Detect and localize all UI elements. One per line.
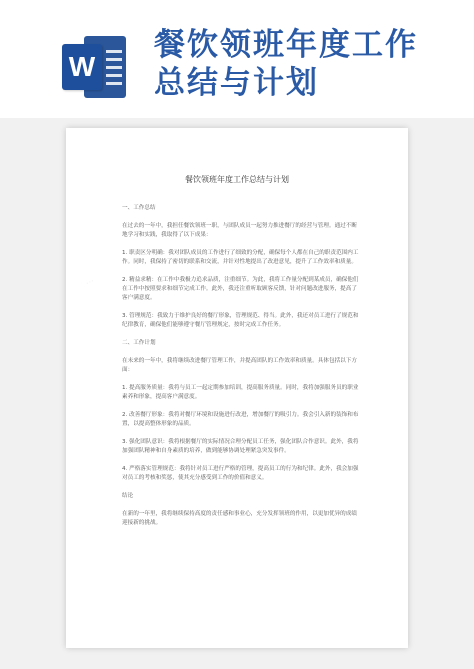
paragraph-plan-2: 2. 改善餐厅形象：我将对餐厅环境和设施进行改进，增加餐厅的吸引力。我会引入新的装饰和布置，以提高整体形象的品质。 bbox=[122, 412, 359, 427]
word-icon-letter: W bbox=[62, 44, 102, 90]
paragraph-summary-2: 2. 精益求精：在工作中我极力追求品质，注重细节。为此，我将工作量分配到某成员，确保他们在工作中按照要求和细节完成工作。此外，我还注重听取顾客反馈，针对问题改进服务，提高了客户满意度。 bbox=[122, 277, 359, 301]
paragraph-plan-4: 4. 严格落实管理规范：我将针对员工进行严格的管理，提高员工的行为和纪律。此外，我会加强对员工的考核和奖惩，使其充分感受到工作的价值和意义。 bbox=[122, 466, 359, 481]
section-heading-summary: 一、工作总结 bbox=[122, 205, 156, 211]
paragraph-plan-intro: 在未来的一年中，我将继续改进餐厅管理工作，并提高团队的工作效率和质量。具体包括以下方面： bbox=[122, 358, 357, 373]
paragraph-summary-1: 1. 职责区分明确：我对团队成员的工作进行了细致的分配，确保每个人都在自己的职责范围内工作。同时，我保持了密切的联系和交流，并针对性地提出了改进意见，提升了工作效率和质量。 bbox=[122, 250, 359, 265]
watermark: ··· bbox=[84, 276, 97, 290]
document-page bbox=[66, 128, 408, 648]
paragraph-conclusion: 在新的一年里，我将继续保持高度的责任感和事业心，充分发挥领班的作用，以更加优异的成绩迎接新的挑战。 bbox=[122, 511, 357, 526]
banner bbox=[0, 0, 474, 118]
paragraph-intro: 在过去的一年中，我担任餐饮领班一职，与团队成员一起努力推进餐厅的经营与管理。通过不断地学习和实践，我取得了以下成果： bbox=[122, 223, 357, 238]
document-title: 餐饮领班年度工作总结与计划 bbox=[185, 175, 289, 184]
paragraph-plan-1: 1. 提高服务质量：我将与员工一起定期参加培训，提高服务质量。同时，我将加强服务员的职业素养和形象，提高客户满意度。 bbox=[122, 385, 359, 400]
word-icon bbox=[62, 36, 126, 98]
banner-title-line-2: 总结与计划 bbox=[154, 65, 319, 101]
paragraph-summary-3: 3. 管理规范：我致力于维护良好的餐厅形象，管理规范、得当。此外，我还对员工进行了规范和纪律教育，确保他们能够遵守餐厅管理规定，按时完成工作任务。 bbox=[122, 313, 359, 328]
section-heading-plan: 二、工作计划 bbox=[122, 340, 156, 346]
paragraph-plan-3: 3. 强化团队意识：我将根据餐厅的实际情况合理分配员工任务，强化团队合作意识。此外，我将加强团队精神和自身素质的培养，做到能够协调处理紧急突发事件。 bbox=[122, 439, 359, 454]
document-body bbox=[122, 204, 362, 537]
banner-title bbox=[154, 26, 464, 102]
section-heading-conclusion: 结论 bbox=[122, 493, 134, 499]
banner-title-line-1: 餐饮领班年度工作 bbox=[154, 27, 418, 63]
